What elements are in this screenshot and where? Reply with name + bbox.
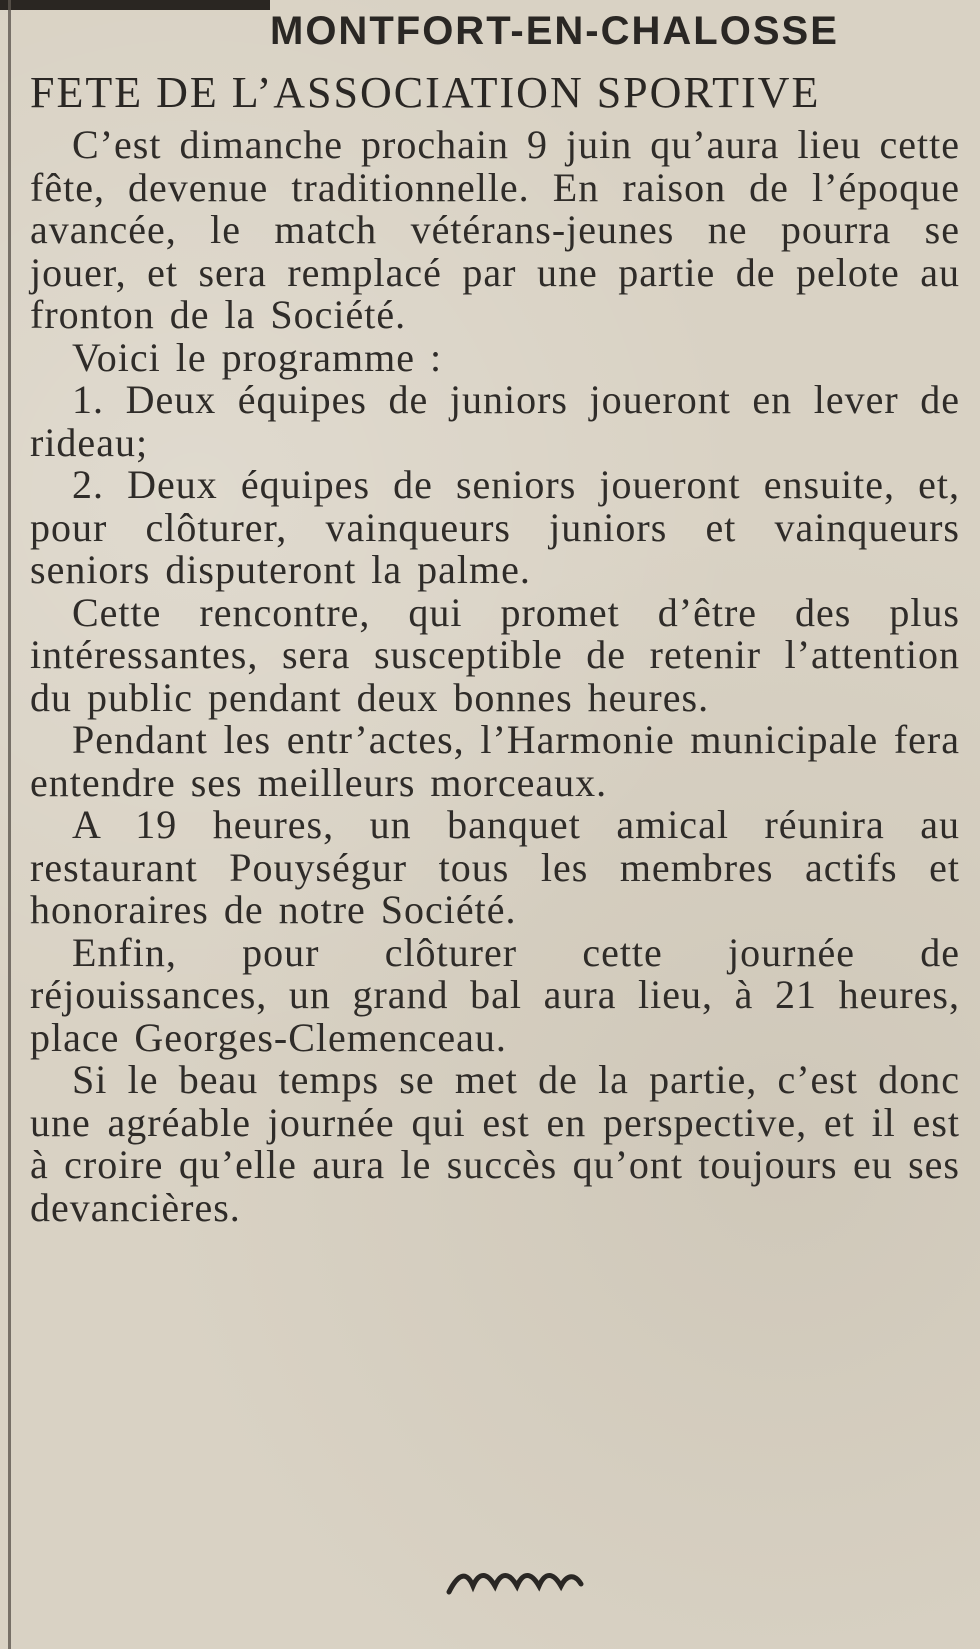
headline: FETE DE L’ASSOCIATION SPORTIVE <box>30 68 821 117</box>
column-rule <box>8 0 11 1649</box>
paragraph: Enfin, pour clôturer cette journée de réjouissances, un grand bal aura lieu, à 21 heures, place Georges-Clemenceau. <box>30 929 960 1060</box>
paragraph: Pendant les entr’actes, l’Harmonie municipale fera entendre ses meilleurs morceaux. <box>30 717 960 805</box>
paragraph: A 19 heures, un banquet amical réunira au restaurant Pouységur tous les membres actifs et honoraires de notre Société. <box>30 802 960 932</box>
article-column <box>30 0 960 1649</box>
article-body <box>30 124 960 1229</box>
paragraph: C’est dimanche prochain 9 juin qu’aura lieu cette fête, devenue traditionnelle. En raison de l’époque avancée, le match vétérans-jeunes ne pourra se jouer, et sera remplacé par une partie de pelote au fronton de la Société. <box>30 122 960 337</box>
paragraph: Cette rencontre, qui promet d’être des plus intéressantes, sera susceptible de retenir l’attention du public pendant deux bonnes heures. <box>30 589 960 720</box>
dateline: MONTFORT-EN-CHALOSSE <box>270 9 839 53</box>
paragraph: Voici le programme : <box>72 334 443 380</box>
paragraph: 1. Deux équipes de juniors joueront en lever de rideau; <box>30 377 960 465</box>
ornament-divider <box>445 1570 585 1600</box>
paragraph: 2. Deux équipes de seniors joueront ensuite, et, pour clôturer, vainqueurs juniors et vainqueurs seniors disputeront la palme. <box>30 462 960 592</box>
paragraph: Si le beau temps se met de la partie, c’est donc une agréable journée qui est en perspective, et il est à croire qu’elle aura le succès qu’ont toujours eu ses devancières. <box>30 1057 960 1230</box>
